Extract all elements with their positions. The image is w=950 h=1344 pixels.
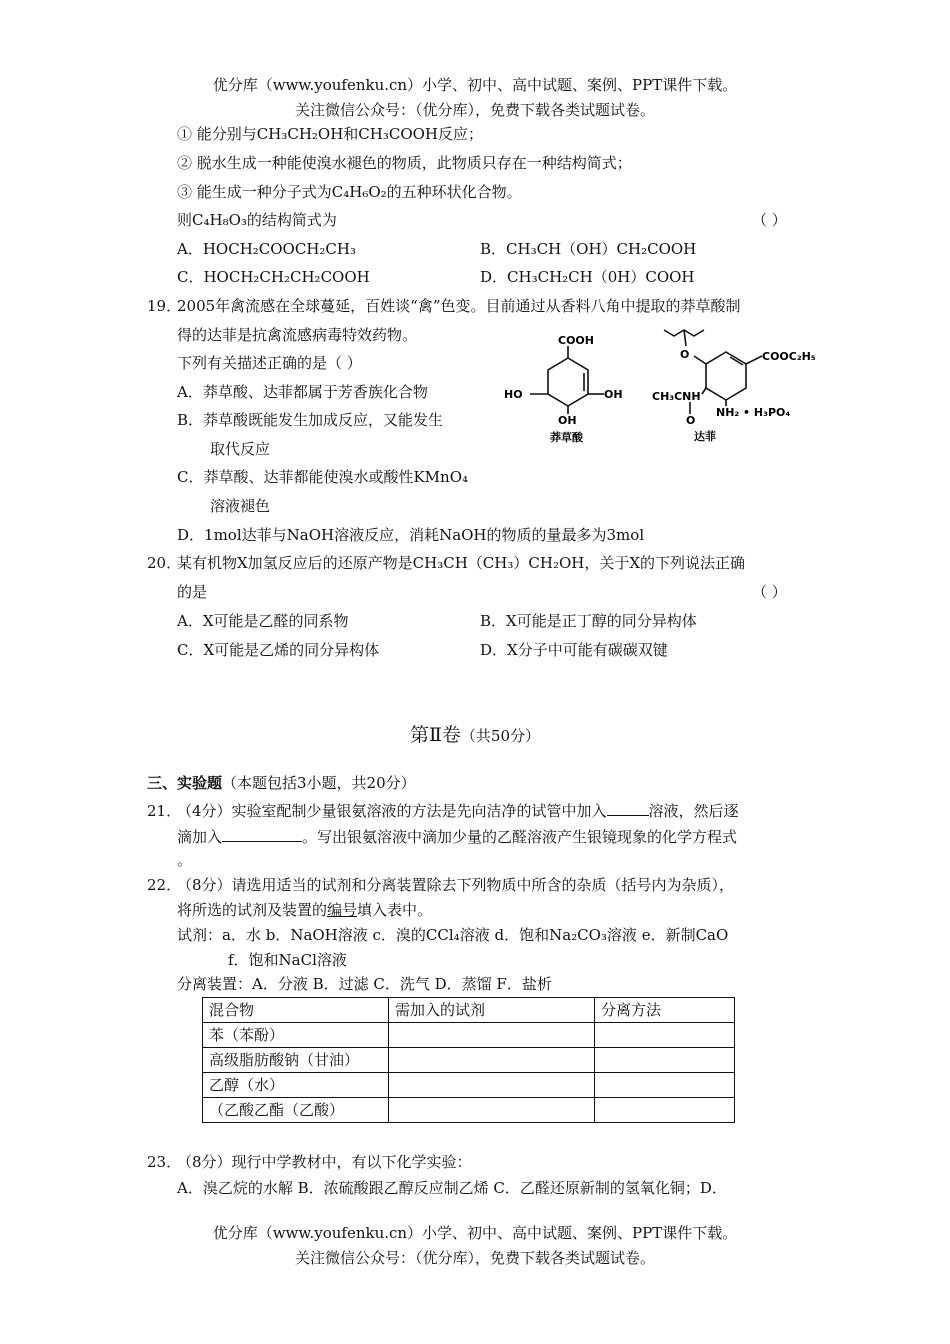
page-header-line1: 优分库（www.youfenku.cn）小学、初中、高中试题、案例、PPT课件下载。 [212, 76, 738, 94]
q19-option-a: A．莽草酸、达菲都属于芳香族化合物 [177, 383, 428, 401]
table-cell-mixture: 高级脂肪酸钠（甘油） [203, 1048, 389, 1073]
section3-heading [147, 773, 416, 793]
table-cell-method[interactable] [595, 1073, 735, 1098]
table-cell-mixture: 乙醇（水） [203, 1073, 389, 1098]
q21-text-1a: （4分）实验室配制少量银氨溶液的方法是先向洁净的试管中加入 [177, 802, 607, 820]
table-cell-method[interactable] [595, 1048, 735, 1073]
table-header-mixture: 混合物 [203, 998, 389, 1023]
shikimic-ho: HO [504, 388, 523, 401]
q23-line-1 [147, 1152, 472, 1172]
table-row [203, 1073, 735, 1098]
table-header-reagent: 需加入的试剂 [389, 998, 595, 1023]
page-footer-line1: 优分库（www.youfenku.cn）小学、初中、高中试题、案例、PPT课件下载。 [212, 1224, 738, 1242]
tamiflu-ether-o: O [680, 348, 690, 361]
shikimic-label: 莽草酸 [550, 431, 583, 444]
q21-text-2b: 。写出银氨溶液中滴加少量的乙醛溶液产生银镜现象的化学方程式 [302, 828, 738, 846]
section3-note: （本题包括3小题，共20分） [222, 774, 416, 792]
q23-line-2: A．溴乙烷的水解 B．浓硫酸跟乙醇反应制乙烯 C．乙醛还原新制的氢氧化铜；D． [177, 1179, 727, 1197]
q21-text-1b: 溶液，然后逐 [648, 802, 739, 820]
tamiflu-ester: COOC₂H₅ [762, 350, 816, 363]
q20-option-a: A．X可能是乙醛的同系物 [177, 612, 349, 630]
q21-number: 21． [147, 802, 182, 820]
q21-line-2 [177, 825, 737, 847]
q20-option-c: C．X可能是乙烯的同分异构体 [177, 641, 380, 659]
q18-answer-paren: （ ） [752, 211, 787, 229]
q18-option-b: B．CH₃CH（OH）CH₂COOH [480, 240, 697, 258]
table-cell-mixture: （乙酸乙酯（乙酸） [203, 1098, 389, 1123]
q20-line-2: 的是 [177, 583, 208, 601]
table-cell-reagent[interactable] [389, 1073, 595, 1098]
table-cell-reagent[interactable] [389, 1098, 595, 1123]
shikimic-oh-bottom: OH [558, 414, 577, 427]
page-header-line2: 关注微信公众号：（优分库），免费下载各类试题试卷。 [294, 101, 655, 119]
part2-title [0, 722, 950, 749]
q21-blank-2[interactable] [222, 825, 302, 842]
tamiflu-acetyl: CH₃CNH [652, 390, 701, 403]
tamiflu-structure [650, 322, 840, 447]
table-cell-method[interactable] [595, 1023, 735, 1048]
table-header-row [203, 998, 735, 1023]
table-row [203, 1048, 735, 1073]
q19-option-c-1: C．莽草酸、达菲都能使溴水或酸性KMnO₄ [177, 468, 469, 486]
q18-stem: 则C₄H₈O₃的结构简式为 [177, 211, 337, 229]
part2-score: （共50分） [460, 727, 540, 745]
q22-line-1 [147, 875, 734, 895]
q19-line-2: 得的达菲是抗禽流感病毒特效药物。 [177, 326, 418, 344]
q19-stem: 下列有关描述正确的是（ ） [177, 354, 362, 372]
q21-line-1 [147, 799, 739, 821]
q21-line-3: 。 [177, 851, 193, 869]
q20-line-1 [147, 553, 745, 573]
table-row [203, 1098, 735, 1123]
table-row [203, 1023, 735, 1048]
table-cell-mixture: 苯（苯酚） [203, 1023, 389, 1048]
q22-text-2u: 编号 [327, 901, 358, 919]
q22-line-2 [177, 900, 432, 920]
q21-text-2a: 滴加入 [177, 828, 223, 846]
table-cell-reagent[interactable] [389, 1048, 595, 1073]
q18-option-a: A．HOCH₂COOCH₂CH₃ [177, 240, 356, 258]
q22-text-2a: 将所选的试剂及装置的 [177, 901, 328, 919]
q19-option-b-1: B．莽草酸既能发生加成反应，又能发生 [177, 411, 444, 429]
q18-condition-1: ① 能分别与CH₃CH₂OH和CH₃COOH反应； [177, 125, 484, 143]
q20-option-b: B．X可能是正丁醇的同分异构体 [480, 612, 697, 630]
q18-condition-3: ③ 能生成一种分子式为C₄H₆O₂的五种环状化合物。 [177, 183, 522, 201]
q22-number: 22． [147, 876, 182, 894]
q23-text-1: （8分）现行中学教材中，有以下化学实验： [177, 1153, 472, 1171]
tamiflu-carbonyl-o: O [686, 414, 696, 427]
q20-answer-paren: （ ） [752, 583, 787, 601]
shikimic-cooh: COOH [558, 334, 594, 347]
part2-heading: 第Ⅱ卷 [409, 724, 461, 746]
table-cell-method[interactable] [595, 1098, 735, 1123]
q18-condition-2: ② 脱水生成一种能使溴水褪色的物质，此物质只存在一种结构简式； [177, 154, 632, 172]
q19-option-b-2: 取代反应 [210, 440, 271, 458]
section3-title: 三、实验题 [147, 774, 223, 792]
shikimic-oh-right: OH [604, 388, 623, 401]
q19-option-c-2: 溶液褪色 [210, 497, 271, 515]
tamiflu-label: 达菲 [694, 430, 716, 443]
table-cell-reagent[interactable] [389, 1023, 595, 1048]
q20-text-1: 某有机物X加氢反应后的还原产物是CH₃CH（CH₃）CH₂OH，关于X的下列说法正确 [177, 554, 746, 572]
q22-reagents-1: 试剂：a．水 b．NaOH溶液 c．溴的CCl₄溶液 d．饱和Na₂CO₃溶液 e．新制CaO [177, 926, 729, 944]
tamiflu-amine: NH₂ • H₃PO₄ [716, 406, 791, 419]
q22-answer-table [202, 997, 735, 1123]
q20-option-d: D．X分子中可能有碳碳双键 [480, 641, 668, 659]
q19-text-1: 2005年禽流感在全球蔓延，百姓谈“禽”色变。目前通过从香料八角中提取的莽草酸制 [177, 297, 741, 315]
q18-option-c: C．HOCH₂CH₂CH₂COOH [177, 268, 370, 286]
q19-number: 19． [147, 297, 182, 315]
q22-text-2b: 填入表中。 [357, 901, 433, 919]
q21-blank-1[interactable] [607, 799, 649, 816]
q22-reagents-2: f．饱和NaCl溶液 [228, 951, 347, 969]
table-header-method: 分离方法 [595, 998, 735, 1023]
q23-number: 23． [147, 1153, 182, 1171]
q19-line-1 [147, 296, 741, 316]
q22-text-1: （8分）请选用适当的试剂和分离装置除去下列物质中所含的杂质（括号内为杂质）， [177, 876, 735, 894]
page-footer-line2: 关注微信公众号：（优分库），免费下载各类试题试卷。 [294, 1249, 655, 1267]
q22-devices: 分离装置：A．分液 B．过滤 C．洗气 D．蒸馏 F．盐析 [177, 975, 552, 993]
q20-number: 20． [147, 554, 182, 572]
q18-option-d: D．CH₃CH₂CH（0H）COOH [480, 268, 695, 286]
shikimic-acid-structure [500, 330, 635, 445]
q19-option-d: D．1mol达菲与NaOH溶液反应，消耗NaOH的物质的量最多为3mol [177, 526, 645, 544]
